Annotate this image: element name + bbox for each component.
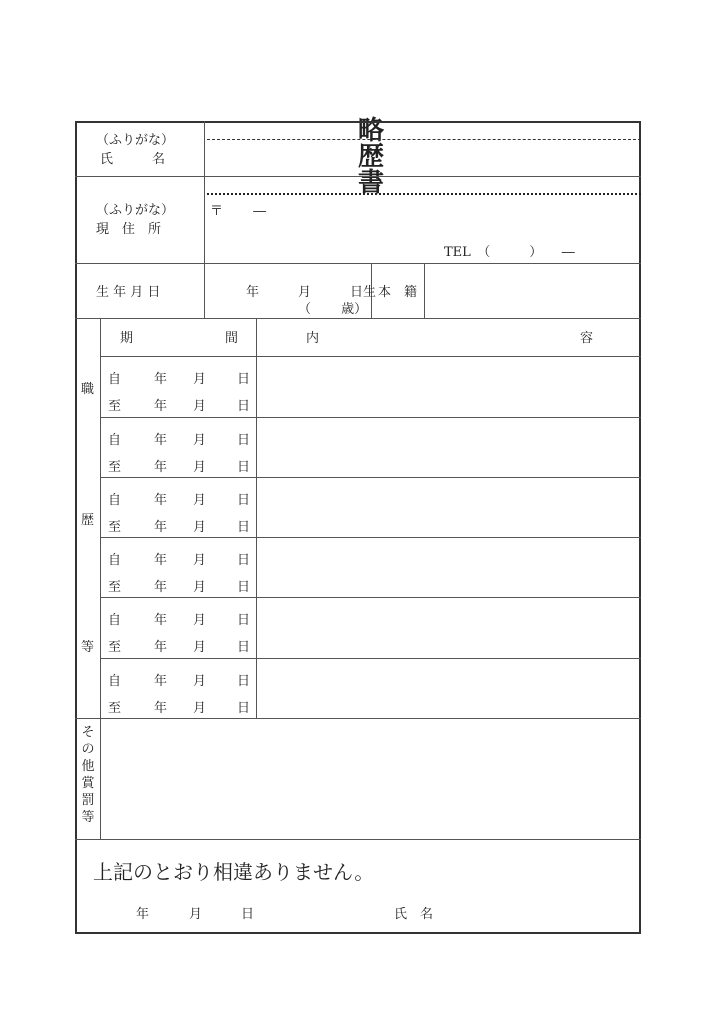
divider <box>204 121 205 318</box>
title-char-3: 書 <box>358 168 385 198</box>
period-from-label: 自 <box>108 674 122 689</box>
address-field[interactable] <box>207 197 639 261</box>
signature-day: 日 <box>241 907 255 922</box>
month-unit: 月 <box>193 674 207 689</box>
period-header: 期 <box>120 331 134 346</box>
tel-field: TEL （ ） ― <box>444 245 575 260</box>
divider <box>100 658 641 659</box>
month-unit: 月 <box>193 399 207 414</box>
honseki-label: 本 籍 <box>378 285 418 300</box>
year-unit: 年 <box>154 372 168 387</box>
divider <box>75 839 641 840</box>
divider <box>75 263 641 264</box>
other-label <box>78 724 98 826</box>
period-header: 間 <box>225 331 239 346</box>
age-field[interactable]: （ 歳） <box>298 302 368 317</box>
divider <box>100 417 641 418</box>
history-label-char: 等 <box>81 640 95 655</box>
signature-name-label: 氏 名 <box>394 907 434 922</box>
day-unit: 日 <box>237 701 251 716</box>
period-to-label: 至 <box>108 399 122 414</box>
divider <box>100 597 641 598</box>
month-unit: 月 <box>193 460 207 475</box>
day-unit: 日 <box>237 580 251 595</box>
year-unit: 年 <box>154 674 168 689</box>
day-unit: 日 <box>237 613 251 628</box>
period-from-label: 自 <box>108 553 122 568</box>
month-unit: 月 <box>193 433 207 448</box>
address-furigana-label: （ふりがな） <box>96 203 175 218</box>
year-unit: 年 <box>154 493 168 508</box>
year-unit: 年 <box>154 460 168 475</box>
year-unit: 年 <box>154 701 168 716</box>
day-unit: 日 <box>237 460 251 475</box>
other-label-char: の <box>81 742 95 757</box>
other-label-char: そ <box>81 725 95 740</box>
period-to-label: 至 <box>108 520 122 535</box>
declaration-statement: 上記のとおり相違ありません。 <box>93 860 375 884</box>
day-unit: 日 <box>237 520 251 535</box>
divider <box>100 477 641 478</box>
year-unit: 年 <box>154 433 168 448</box>
day-unit: 日 <box>237 674 251 689</box>
month-unit: 月 <box>193 553 207 568</box>
day-unit: 日 <box>237 372 251 387</box>
divider <box>100 537 641 538</box>
name-label: 氏 名 <box>100 152 166 167</box>
content-header: 容 <box>580 331 594 346</box>
month-unit: 月 <box>193 613 207 628</box>
day-unit: 日 <box>237 399 251 414</box>
month-unit: 月 <box>193 640 207 655</box>
year-unit: 年 <box>154 613 168 628</box>
month-unit: 月 <box>193 520 207 535</box>
other-label-char: 賞 <box>81 776 95 791</box>
birthdate-field[interactable]: 年 月 日生 <box>246 285 377 300</box>
other-label-char: 他 <box>81 759 95 774</box>
furigana-divider <box>207 139 641 140</box>
period-to-label: 至 <box>108 640 122 655</box>
period-to-label: 至 <box>108 701 122 716</box>
year-unit: 年 <box>154 520 168 535</box>
month-unit: 月 <box>193 493 207 508</box>
content-header: 内 <box>306 331 320 346</box>
history-content-field[interactable] <box>258 419 639 475</box>
period-to-label: 至 <box>108 460 122 475</box>
day-unit: 日 <box>237 553 251 568</box>
period-to-label: 至 <box>108 580 122 595</box>
other-label-char: 罰 <box>81 793 95 808</box>
other-field[interactable] <box>102 720 639 837</box>
year-unit: 年 <box>154 553 168 568</box>
period-from-label: 自 <box>108 613 122 628</box>
year-unit: 年 <box>154 580 168 595</box>
period-from-label: 自 <box>108 493 122 508</box>
history-content-field[interactable] <box>258 479 639 535</box>
history-content-field[interactable] <box>258 599 639 655</box>
address-label: 現 住 所 <box>96 222 162 237</box>
other-label-char: 等 <box>81 810 95 825</box>
day-unit: 日 <box>237 433 251 448</box>
period-from-label: 自 <box>108 433 122 448</box>
year-unit: 年 <box>154 399 168 414</box>
divider <box>75 718 641 719</box>
divider <box>100 356 641 357</box>
divider <box>75 318 641 319</box>
month-unit: 月 <box>193 701 207 716</box>
signature-year: 年 <box>136 907 150 922</box>
month-unit: 月 <box>193 372 207 387</box>
title-char-2: 歴 <box>358 142 385 172</box>
day-unit: 日 <box>237 640 251 655</box>
divider <box>75 176 641 177</box>
history-content-field[interactable] <box>258 660 639 716</box>
name-field[interactable] <box>207 141 639 175</box>
furigana-divider <box>207 193 641 195</box>
period-from-label: 自 <box>108 372 122 387</box>
honseki-field[interactable] <box>426 265 639 316</box>
history-content-field[interactable] <box>258 358 639 414</box>
title-char-1: 略 <box>358 116 385 146</box>
signature-month: 月 <box>189 907 203 922</box>
divider <box>424 263 425 318</box>
history-label-char: 職 <box>81 382 95 397</box>
year-unit: 年 <box>154 640 168 655</box>
birthdate-label: 生 年 月 日 <box>96 285 161 300</box>
name-furigana-label: （ふりがな） <box>96 133 175 148</box>
history-content-field[interactable] <box>258 539 639 595</box>
postal-code: 〒 ― <box>210 204 267 219</box>
divider <box>100 318 101 839</box>
month-unit: 月 <box>193 580 207 595</box>
history-label-char: 歴 <box>81 513 95 528</box>
day-unit: 日 <box>237 493 251 508</box>
